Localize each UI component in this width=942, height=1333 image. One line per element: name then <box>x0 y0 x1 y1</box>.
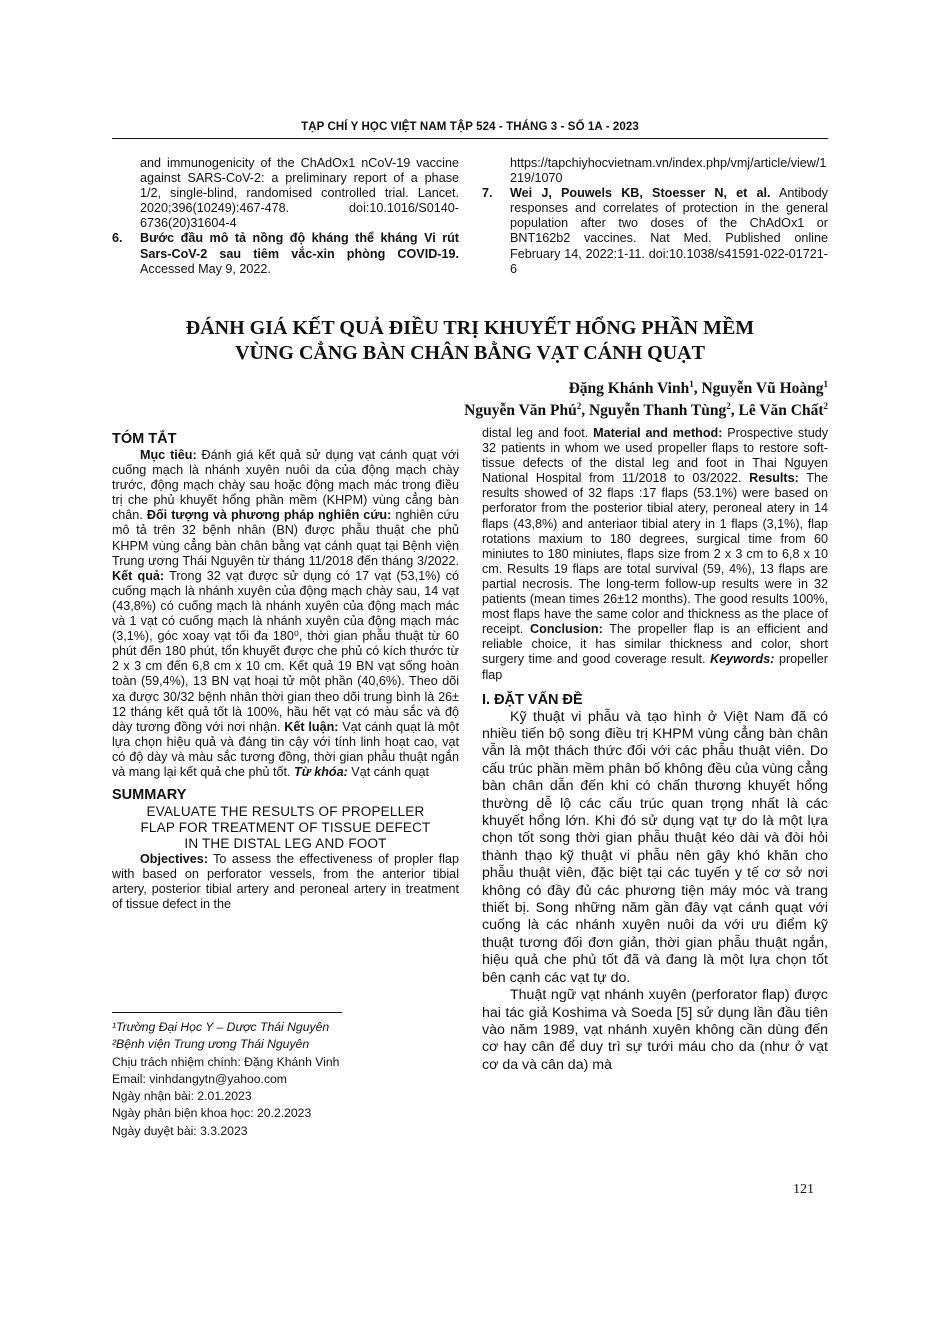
article-title <box>112 316 828 366</box>
summary-title-line-2: FLAP FOR TREATMENT OF TISSUE DEFECT <box>140 820 431 836</box>
abstract-methods: nghiên cứu mô tả trên 32 bệnh nhân (BN) được phẫu thuật che phủ KHPM vùng cẳng bàn chân bằng vạt cánh quạt tại Bệnh viện Trung ương Thái Nguyên từ tháng 11/2018 đến tháng 3/2022. <box>112 508 459 568</box>
summary-material: Prospective study 32 patients in whom we used propeller flaps to restore soft-tissue defects of the distal leg and foot in Thai Nguyen National Hospital from 11/2018 to 03/2022. <box>482 426 828 486</box>
reference-authors: Wei J, Pouwels KB, Stoesser N, et al. <box>510 186 771 201</box>
reference-number: 6. <box>112 231 123 246</box>
author-name: Đặng Khánh Vinh <box>568 380 690 398</box>
authors-line-2: Nguyễn Văn Phú$^2$, Nguyễn Thanh Tùng$^2$, Lê Văn Chất$^2$ <box>464 401 828 420</box>
label-keywords-en: Keywords: <box>710 652 775 667</box>
footnote-corresponding: Chịu trách nhiệm chính: Đặng Khánh Vinh <box>112 1054 340 1069</box>
intro-paragraph-2: Thuật ngữ vạt nhánh xuyên (perforator flap) được hai tác giả Koshima và Soeda [5] sử dụng lần đầu tiên vào năm 1989, vạt nhánh xuyên không cần dùng đến cơ hay cân để duy trì sự tưới máu cho da (như ở vạt cơ da và cân da) mà <box>482 987 828 1073</box>
footnote-accepted: Ngày duyệt bài: 3.3.2023 <box>112 1123 248 1138</box>
intro-paragraph-1: Kỹ thuật vi phẫu và tạo hình ở Việt Nam đã có nhiều tiến bộ song điều trị KHPM vùng cẳng bàn chân vẫn là một thách thức đối với các phẫu thuật viên. Do cấu trúc phần mềm phân bố không đều của vùng cẳng bàn chân dẫn đến khi có chấn thương khuyết hổng thường dễ lộ các cấu trúc quan trọng nhất là các khuyết hổng lớn. Khi đó sử dụng vạt tự do là một lựa chọn tốt song thời gian phẫu thuật kéo dài và đòi hỏi thành thạo kỹ thuật vi phẫu nên gây khó khăn cho phẫu thuật viên, đặc biệt tại các tuyến y tế cơ sở nơi không có đầy đủ các phương tiện máy móc và trang thiết bị. Song những năm gần đây vạt cánh quạt với cuống là các nhánh xuyên nuôi da với ưu điểm kỹ thuật tương đối đơn giản, thời gian phẫu thuật ngắn, hiệu quả che phủ tốt đã và đang là một lựa chọn tốt bên cạnh các vạt tự do. <box>482 708 828 986</box>
header-rule <box>112 138 828 139</box>
abstract-heading: TÓM TẮT <box>112 431 177 447</box>
page-number: 121 <box>793 1182 814 1197</box>
summary-title-line-1: EVALUATE THE RESULTS OF PROPELLER <box>146 804 425 820</box>
author-name: Nguyễn Thanh Tùng <box>588 402 727 420</box>
affiliation-mark: 2 <box>823 401 828 411</box>
summary-heading: SUMMARY <box>112 787 187 804</box>
summary-title-line-3: IN THE DISTAL LEG AND FOOT <box>184 836 387 852</box>
affiliation-mark: 1 <box>689 379 694 389</box>
summary-keywords: propeller flap <box>482 652 828 682</box>
reference-text: Antibody responses and correlates of protection in the general population after two doses of the ChAdOx1 or BNT162b2 vaccines. Nat Med. Published online February 14, 2022:1-11. doi:10.1038/s41591-022-01721-6 <box>510 186 828 276</box>
abstract-results: Trong 32 vạt được sử dụng có 17 vạt (53,1%) có cuống mạch là nhánh xuyên của động mạch chày sau, 14 vạt (43,8%) có cuống mạch là nhánh xuyên của động mạch mác và 1 vạt có cuống mạch là nhánh xuyên của động mạch mác (3,1%), góc xoay vạt tối đa 180⁰, thời gian phẫu thuật từ 60 phút đến 180 phút, tổn khuyết được che phủ có kích thước từ 2 x 3 cm đến 6,8 cm x 10 cm. Kết quả 19 BN vạt sống hoàn toàn (59,4%), 13 BN vạt hoại tử một phần (40,6%). Theo dõi xa được 30/32 bệnh nhân thời gian theo dõi trung bình là 26± 12 tháng kết quả tốt là 100%, hầu hết vạt có màu sắc và độ dày tương đồng với nơi nhận. <box>112 568 460 734</box>
author-name: Lê Văn Chất <box>738 402 824 420</box>
reference-url-continuation <box>482 156 828 186</box>
reference-access: Accessed May 9, 2022. <box>140 261 271 276</box>
label-results-en: Results: <box>749 471 799 486</box>
reference-continuation <box>112 156 459 231</box>
footnote-reviewed: Ngày phản biện khoa học: 20.2.2023 <box>112 1106 312 1121</box>
references-right <box>482 156 828 277</box>
footnote-affiliation-2: ²Bệnh viện Trung ương Thái Nguyên <box>112 1037 310 1052</box>
author-name: Nguyễn Vũ Hoàng <box>701 380 824 398</box>
summary-results: The results showed of 32 flaps :17 flaps (53.1%) were based on perforator from the posterior tibial atery, peroneal atery in 14 flaps (43,8%) and anteriaor tibial atery in 1 flaps (3,1%), flap rotations maxium to 180 degrees, surgical time from 60 miniutes to 180 miniutes, flaps size from 2 x 3 cm to 6,8 x 10 cm. Results 19 flaps are total survival (59, 4%), 13 flaps are partial necrosis. The long-term follow-up results were in 32 patients (mean times 26±12 months). The good results 100%, most flaps have the same color and thickness as the place of receipt. <box>482 471 828 637</box>
title-line-1: ĐÁNH GIÁ KẾT QUẢ ĐIỀU TRỊ KHUYẾT HỔNG PHẦN MỀM <box>185 317 755 339</box>
footnote-email: Email: vinhdangytn@yahoo.com <box>112 1071 287 1086</box>
reference-title: Bước đầu mô tả nồng độ kháng thể kháng Vi rút Sars-CoV-2 sau tiêm vắc-xin phòng COVID-19. <box>140 231 459 261</box>
summary-conclusion: The propeller flap is an efficient and reliable choice, it has similar thickness and color, short surgery time and good coverage result. <box>482 622 828 667</box>
abstract-objective: Đánh giá kết quả sử dụng vạt cánh quạt với cuống mạch là nhánh xuyên nuôi da của động mạch chày trước, động mạch chày sau hoặc động mạch mác trong điều trị che phủ khuyết hổng phần mềm (KHPM) vùng cẳng bàn chân. <box>112 448 459 523</box>
left-column <box>112 430 459 912</box>
reference-6 <box>112 231 459 276</box>
label-keywords: Từ khóa: <box>294 764 348 779</box>
journal-header: TẠP CHÍ Y HỌC VIỆT NAM TẬP 524 - THÁNG 3 - SỐ 1A - 2023 <box>301 121 639 133</box>
label-objectives: Objectives: <box>140 852 208 867</box>
abstract-keywords: Vạt cánh quạt <box>347 764 430 779</box>
summary-continued <box>482 426 828 683</box>
reference-text: and immunogenicity of the ChAdOx1 nCoV-19 vaccine against SARS-CoV-2: a preliminary report of a phase 1/2, single-blind, randomised controlled trial. Lancet. 2020;396(10249):467-478. doi:10.1016/S0140-6736(20)31604-4 <box>140 156 459 231</box>
abstract-conclusion: Vạt cánh quạt là một lựa chọn hiệu quả và đáng tin cậy với tính linh hoạt cao, vạt có độ dày và màu sắc tương đồng, thời gian phẫu thuật ngắn và mang lại kết quả che phủ tốt. <box>112 719 460 779</box>
label-conclusion-en: Conclusion: <box>530 622 603 637</box>
abstract-vi <box>112 448 459 780</box>
summary-objectives-text: To assess the effectiveness of propler flap with based on perforator vessels, from the anterior tibial artery, posterior tibial artery and peroneal artery in treatment of tissue defect in the <box>112 852 459 912</box>
label-results: Kết quả: <box>112 568 165 583</box>
summary-cont-text: distal leg and foot. <box>482 426 594 440</box>
right-column <box>482 426 828 1074</box>
label-material: Material and method: <box>593 426 723 440</box>
summary-objectives <box>112 852 459 912</box>
footnote-received: Ngày nhận bài: 2.01.2023 <box>112 1089 252 1104</box>
reference-url[interactable]: https://tapchiyhocvietnam.vn/index.php/vmj/article/view/1219/1070 <box>510 156 827 186</box>
authors-line-1: Đặng Khánh Vinh$^1$, Nguyễn Vũ Hoàng$^1$ <box>568 379 828 398</box>
label-conclusion: Kết luận: <box>284 719 339 734</box>
section-heading-introduction: I. ĐẶT VẤN ĐỀ <box>482 691 583 708</box>
label-methods: Đối tượng và phương pháp nghiên cứu: <box>146 508 392 523</box>
footnote-affiliation-1: ¹Trường Đại Học Y – Dược Thái Nguyên <box>112 1020 330 1034</box>
footnote-rule <box>112 1012 342 1013</box>
reference-7 <box>482 186 828 277</box>
title-line-2: VÙNG CẲNG BÀN CHÂN BẰNG VẠT CÁNH QUẠT <box>235 342 705 364</box>
reference-number: 7. <box>482 186 493 201</box>
references-left <box>112 156 459 277</box>
footnotes <box>112 1012 459 1140</box>
affiliation-mark: 2 <box>576 401 582 411</box>
label-objective: Mục tiêu: <box>140 448 197 462</box>
affiliation-mark: 1 <box>823 379 828 389</box>
affiliation-mark: 2 <box>726 401 731 411</box>
author-name: Nguyễn Văn Phú <box>464 402 577 420</box>
